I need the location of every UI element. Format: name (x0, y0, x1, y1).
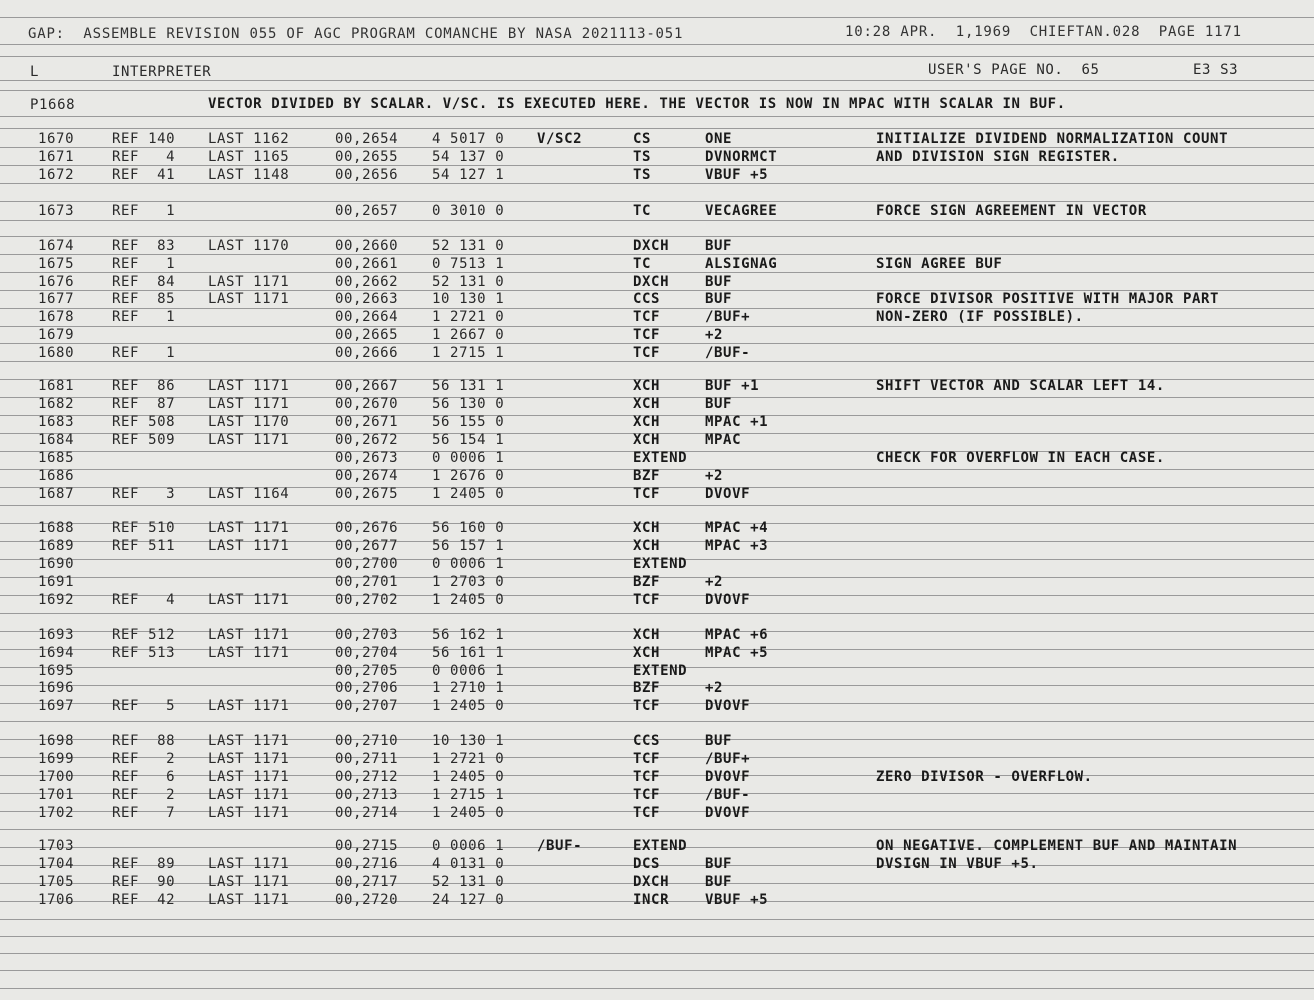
paper-rule (0, 343, 1314, 344)
memory-address: 00,2666 (335, 345, 399, 361)
opcode: TCF (633, 345, 661, 361)
line-number: 1688 (38, 520, 75, 536)
line-number: 1682 (38, 396, 75, 412)
line-number: 1681 (38, 378, 75, 394)
opcode: EXTEND (633, 556, 688, 572)
memory-address: 00,2712 (335, 769, 399, 785)
line-number: 1701 (38, 787, 75, 803)
comment: ON NEGATIVE. COMPLEMENT BUF AND MAINTAIN (876, 838, 1238, 854)
memory-address: 00,2663 (335, 291, 399, 307)
header-title: GAP: ASSEMBLE REVISION 055 OF AGC PROGRAM COMANCHE BY NASA 2021113-051 (28, 26, 684, 42)
paper-rule (0, 147, 1314, 148)
opcode: TS (633, 167, 652, 183)
operand: VBUF +5 (705, 167, 769, 183)
octal-code: 1 2721 0 (432, 309, 505, 325)
octal-code: 1 2715 1 (432, 345, 505, 361)
ref-count: REF 1 (112, 309, 176, 325)
operand: BUF (705, 238, 733, 254)
octal-code: 0 0006 1 (432, 450, 505, 466)
memory-address: 00,2704 (335, 645, 399, 661)
line-number: 1684 (38, 432, 75, 448)
ref-count: REF 508 (112, 414, 176, 430)
octal-code: 56 157 1 (432, 538, 505, 554)
last-ref: LAST 1171 (208, 378, 290, 394)
line-number: 1690 (38, 556, 75, 572)
memory-address: 00,2670 (335, 396, 399, 412)
statement-label: /BUF- (537, 838, 583, 854)
last-ref: LAST 1171 (208, 698, 290, 714)
opcode: TCF (633, 769, 661, 785)
operand: BUF (705, 274, 733, 290)
ref-count: REF 1 (112, 256, 176, 272)
opcode: XCH (633, 378, 661, 394)
line-number: 1679 (38, 327, 75, 343)
comment: INITIALIZE DIVIDEND NORMALIZATION COUNT (876, 131, 1229, 147)
comment: NON-ZERO (IF POSSIBLE). (876, 309, 1084, 325)
octal-code: 56 160 0 (432, 520, 505, 536)
last-ref: LAST 1165 (208, 149, 290, 165)
line-number: 1705 (38, 874, 75, 890)
ref-count: REF 83 (112, 238, 176, 254)
comment: FORCE DIVISOR POSITIVE WITH MAJOR PART (876, 291, 1220, 307)
operand: BUF (705, 856, 733, 872)
header-timestamp-page: 10:28 APR. 1,1969 CHIEFTAN.028 PAGE 1171 (845, 24, 1242, 40)
comment: CHECK FOR OVERFLOW IN EACH CASE. (876, 450, 1165, 466)
last-ref: LAST 1171 (208, 751, 290, 767)
memory-address: 00,2674 (335, 468, 399, 484)
operand: +2 (705, 680, 724, 696)
memory-address: 00,2664 (335, 309, 399, 325)
paper-rule (0, 505, 1314, 506)
line-number: 1670 (38, 131, 75, 147)
octal-code: 1 2667 0 (432, 327, 505, 343)
line-number: 1702 (38, 805, 75, 821)
statement-label: V/SC2 (537, 131, 583, 147)
opcode: CCS (633, 733, 661, 749)
ref-count: REF 4 (112, 592, 176, 608)
octal-code: 56 130 0 (432, 396, 505, 412)
paper-rule (0, 116, 1314, 117)
last-ref: LAST 1171 (208, 733, 290, 749)
opcode: DXCH (633, 274, 670, 290)
octal-code: 54 127 1 (432, 167, 505, 183)
octal-code: 1 2405 0 (432, 486, 505, 502)
ref-count: REF 85 (112, 291, 176, 307)
intro-line-number: P1668 (30, 97, 76, 113)
line-number: 1691 (38, 574, 75, 590)
line-number: 1704 (38, 856, 75, 872)
paper-rule (0, 272, 1314, 273)
line-number: 1695 (38, 663, 75, 679)
last-ref: LAST 1171 (208, 291, 290, 307)
line-number: 1697 (38, 698, 75, 714)
operand: DVOVF (705, 698, 751, 714)
octal-code: 56 162 1 (432, 627, 505, 643)
operand: BUF (705, 874, 733, 890)
opcode: XCH (633, 432, 661, 448)
line-number: 1699 (38, 751, 75, 767)
memory-address: 00,2676 (335, 520, 399, 536)
paper-rule (0, 254, 1314, 255)
memory-address: 00,2706 (335, 680, 399, 696)
memory-address: 00,2660 (335, 238, 399, 254)
opcode: DCS (633, 856, 661, 872)
ref-count: REF 86 (112, 378, 176, 394)
line-number: 1680 (38, 345, 75, 361)
line-number: 1706 (38, 892, 75, 908)
octal-code: 1 2703 0 (432, 574, 505, 590)
opcode: BZF (633, 468, 661, 484)
line-number: 1674 (38, 238, 75, 254)
paper-rule (0, 201, 1314, 202)
operand: DVOVF (705, 769, 751, 785)
operand: DVOVF (705, 805, 751, 821)
last-ref: LAST 1171 (208, 645, 290, 661)
octal-code: 1 2710 1 (432, 680, 505, 696)
operand: /BUF+ (705, 751, 751, 767)
ref-count: REF 88 (112, 733, 176, 749)
comment: SIGN AGREE BUF (876, 256, 1003, 272)
octal-code: 0 0006 1 (432, 663, 505, 679)
memory-address: 00,2714 (335, 805, 399, 821)
opcode: TC (633, 256, 652, 272)
octal-code: 56 155 0 (432, 414, 505, 430)
octal-code: 1 2405 0 (432, 592, 505, 608)
operand: VECAGREE (705, 203, 778, 219)
ref-count: REF 7 (112, 805, 176, 821)
octal-code: 0 3010 0 (432, 203, 505, 219)
operand: BUF +1 (705, 378, 760, 394)
ref-count: REF 1 (112, 345, 176, 361)
comment: SHIFT VECTOR AND SCALAR LEFT 14. (876, 378, 1165, 394)
line-number: 1677 (38, 291, 75, 307)
opcode: TCF (633, 592, 661, 608)
ref-count: REF 3 (112, 486, 176, 502)
paper-rule (0, 128, 1314, 129)
paper-rule (0, 953, 1314, 954)
last-ref: LAST 1170 (208, 238, 290, 254)
ref-count: REF 512 (112, 627, 176, 643)
section-name: INTERPRETER (112, 64, 212, 80)
operand: MPAC +6 (705, 627, 769, 643)
opcode: EXTEND (633, 450, 688, 466)
operand: /BUF- (705, 787, 751, 803)
octal-code: 24 127 0 (432, 892, 505, 908)
octal-code: 56 154 1 (432, 432, 505, 448)
operand: VBUF +5 (705, 892, 769, 908)
memory-address: 00,2711 (335, 751, 399, 767)
opcode: XCH (633, 538, 661, 554)
last-ref: LAST 1148 (208, 167, 290, 183)
operand: DVOVF (705, 592, 751, 608)
ref-count: REF 2 (112, 751, 176, 767)
paper-rule (0, 988, 1314, 989)
last-ref: LAST 1171 (208, 805, 290, 821)
paper-rule (0, 936, 1314, 937)
octal-code: 1 2715 1 (432, 787, 505, 803)
opcode: XCH (633, 414, 661, 430)
line-number: 1678 (38, 309, 75, 325)
paper-rule (0, 236, 1314, 237)
paper-rule (0, 183, 1314, 184)
comment: AND DIVISION SIGN REGISTER. (876, 149, 1120, 165)
line-number: 1673 (38, 203, 75, 219)
last-ref: LAST 1171 (208, 892, 290, 908)
octal-code: 4 5017 0 (432, 131, 505, 147)
line-number: 1685 (38, 450, 75, 466)
opcode: EXTEND (633, 663, 688, 679)
line-number: 1693 (38, 627, 75, 643)
section-marker: L (30, 64, 40, 80)
octal-code: 52 131 0 (432, 238, 505, 254)
opcode: DXCH (633, 874, 670, 890)
memory-address: 00,2656 (335, 167, 399, 183)
octal-code: 1 2721 0 (432, 751, 505, 767)
opcode: TCF (633, 327, 661, 343)
line-number: 1689 (38, 538, 75, 554)
comment: DVSIGN IN VBUF +5. (876, 856, 1039, 872)
ref-count: REF 42 (112, 892, 176, 908)
octal-code: 0 0006 1 (432, 838, 505, 854)
line-number: 1676 (38, 274, 75, 290)
memory-address: 00,2672 (335, 432, 399, 448)
line-number: 1683 (38, 414, 75, 430)
opcode: BZF (633, 680, 661, 696)
memory-address: 00,2710 (335, 733, 399, 749)
memory-address: 00,2717 (335, 874, 399, 890)
line-number: 1672 (38, 167, 75, 183)
last-ref: LAST 1164 (208, 486, 290, 502)
opcode: TCF (633, 309, 661, 325)
memory-address: 00,2657 (335, 203, 399, 219)
last-ref: LAST 1171 (208, 520, 290, 536)
octal-code: 0 7513 1 (432, 256, 505, 272)
opcode: TCF (633, 751, 661, 767)
opcode: XCH (633, 520, 661, 536)
last-ref: LAST 1170 (208, 414, 290, 430)
operand: MPAC +4 (705, 520, 769, 536)
last-ref: LAST 1171 (208, 432, 290, 448)
paper-rule (0, 165, 1314, 166)
last-ref: LAST 1171 (208, 856, 290, 872)
memory-address: 00,2665 (335, 327, 399, 343)
memory-address: 00,2655 (335, 149, 399, 165)
operand: /BUF+ (705, 309, 751, 325)
octal-code: 4 0131 0 (432, 856, 505, 872)
memory-address: 00,2715 (335, 838, 399, 854)
octal-code: 52 131 0 (432, 274, 505, 290)
intro-comment: VECTOR DIVIDED BY SCALAR. V/SC. IS EXECUTED HERE. THE VECTOR IS NOW IN MPAC WITH SCALAR IN BUF. (208, 96, 1066, 112)
memory-address: 00,2675 (335, 486, 399, 502)
ref-count: REF 84 (112, 274, 176, 290)
ref-count: REF 89 (112, 856, 176, 872)
paper-rule (0, 970, 1314, 971)
last-ref: LAST 1171 (208, 592, 290, 608)
ref-count: REF 4 (112, 149, 176, 165)
octal-code: 56 161 1 (432, 645, 505, 661)
operand: BUF (705, 396, 733, 412)
line-number: 1694 (38, 645, 75, 661)
octal-code: 1 2676 0 (432, 468, 505, 484)
opcode: TCF (633, 698, 661, 714)
ref-count: REF 87 (112, 396, 176, 412)
bank-code: E3 S3 (1193, 62, 1239, 78)
comment: FORCE SIGN AGREEMENT IN VECTOR (876, 203, 1147, 219)
paper-rule (0, 919, 1314, 920)
opcode: CCS (633, 291, 661, 307)
memory-address: 00,2662 (335, 274, 399, 290)
paper-rule (0, 80, 1314, 81)
octal-code: 54 137 0 (432, 149, 505, 165)
ref-count: REF 2 (112, 787, 176, 803)
operand: MPAC +3 (705, 538, 769, 554)
opcode: XCH (633, 396, 661, 412)
opcode: CS (633, 131, 652, 147)
memory-address: 00,2667 (335, 378, 399, 394)
memory-address: 00,2671 (335, 414, 399, 430)
paper-rule (0, 829, 1314, 830)
memory-address: 00,2700 (335, 556, 399, 572)
paper-rule (0, 17, 1314, 18)
paper-rule (0, 220, 1314, 221)
opcode: TCF (633, 805, 661, 821)
memory-address: 00,2677 (335, 538, 399, 554)
opcode: TS (633, 149, 652, 165)
line-number: 1698 (38, 733, 75, 749)
operand: DVNORMCT (705, 149, 778, 165)
last-ref: LAST 1162 (208, 131, 290, 147)
memory-address: 00,2661 (335, 256, 399, 272)
ref-count: REF 5 (112, 698, 176, 714)
memory-address: 00,2707 (335, 698, 399, 714)
operand: ONE (705, 131, 733, 147)
operand: MPAC +5 (705, 645, 769, 661)
ref-count: REF 6 (112, 769, 176, 785)
octal-code: 0 0006 1 (432, 556, 505, 572)
octal-code: 56 131 1 (432, 378, 505, 394)
ref-count: REF 513 (112, 645, 176, 661)
paper-rule (0, 613, 1314, 614)
line-number: 1703 (38, 838, 75, 854)
octal-code: 1 2405 0 (432, 805, 505, 821)
memory-address: 00,2701 (335, 574, 399, 590)
octal-code: 10 130 1 (432, 291, 505, 307)
operand: +2 (705, 468, 724, 484)
octal-code: 1 2405 0 (432, 769, 505, 785)
line-number: 1700 (38, 769, 75, 785)
paper-rule (0, 90, 1314, 91)
line-number: 1671 (38, 149, 75, 165)
ref-count: REF 41 (112, 167, 176, 183)
line-number: 1696 (38, 680, 75, 696)
memory-address: 00,2713 (335, 787, 399, 803)
memory-address: 00,2720 (335, 892, 399, 908)
octal-code: 52 131 0 (432, 874, 505, 890)
operand: BUF (705, 733, 733, 749)
opcode: BZF (633, 574, 661, 590)
comment: ZERO DIVISOR - OVERFLOW. (876, 769, 1093, 785)
opcode: TCF (633, 486, 661, 502)
last-ref: LAST 1171 (208, 787, 290, 803)
ref-count: REF 90 (112, 874, 176, 890)
line-number: 1687 (38, 486, 75, 502)
ref-count: REF 140 (112, 131, 176, 147)
opcode: INCR (633, 892, 670, 908)
paper-rule (0, 56, 1314, 57)
paper-rule (0, 44, 1314, 45)
users-page-number: USER'S PAGE NO. 65 (928, 62, 1100, 78)
last-ref: LAST 1171 (208, 627, 290, 643)
last-ref: LAST 1171 (208, 396, 290, 412)
last-ref: LAST 1171 (208, 874, 290, 890)
ref-count: REF 511 (112, 538, 176, 554)
memory-address: 00,2702 (335, 592, 399, 608)
operand: DVOVF (705, 486, 751, 502)
operand: MPAC +1 (705, 414, 769, 430)
line-number: 1692 (38, 592, 75, 608)
memory-address: 00,2703 (335, 627, 399, 643)
memory-address: 00,2654 (335, 131, 399, 147)
opcode: XCH (633, 645, 661, 661)
opcode: XCH (633, 627, 661, 643)
line-number: 1675 (38, 256, 75, 272)
last-ref: LAST 1171 (208, 274, 290, 290)
memory-address: 00,2673 (335, 450, 399, 466)
opcode: DXCH (633, 238, 670, 254)
opcode: TC (633, 203, 652, 219)
paper-rule (0, 721, 1314, 722)
operand: BUF (705, 291, 733, 307)
opcode: TCF (633, 787, 661, 803)
operand: ALSIGNAG (705, 256, 778, 272)
octal-code: 10 130 1 (432, 733, 505, 749)
ref-count: REF 509 (112, 432, 176, 448)
paper-rule (0, 361, 1314, 362)
line-number: 1686 (38, 468, 75, 484)
memory-address: 00,2705 (335, 663, 399, 679)
memory-address: 00,2716 (335, 856, 399, 872)
operand: +2 (705, 574, 724, 590)
last-ref: LAST 1171 (208, 769, 290, 785)
octal-code: 1 2405 0 (432, 698, 505, 714)
last-ref: LAST 1171 (208, 538, 290, 554)
operand: MPAC (705, 432, 742, 448)
operand: /BUF- (705, 345, 751, 361)
operand: +2 (705, 327, 724, 343)
ref-count: REF 510 (112, 520, 176, 536)
ref-count: REF 1 (112, 203, 176, 219)
opcode: EXTEND (633, 838, 688, 854)
